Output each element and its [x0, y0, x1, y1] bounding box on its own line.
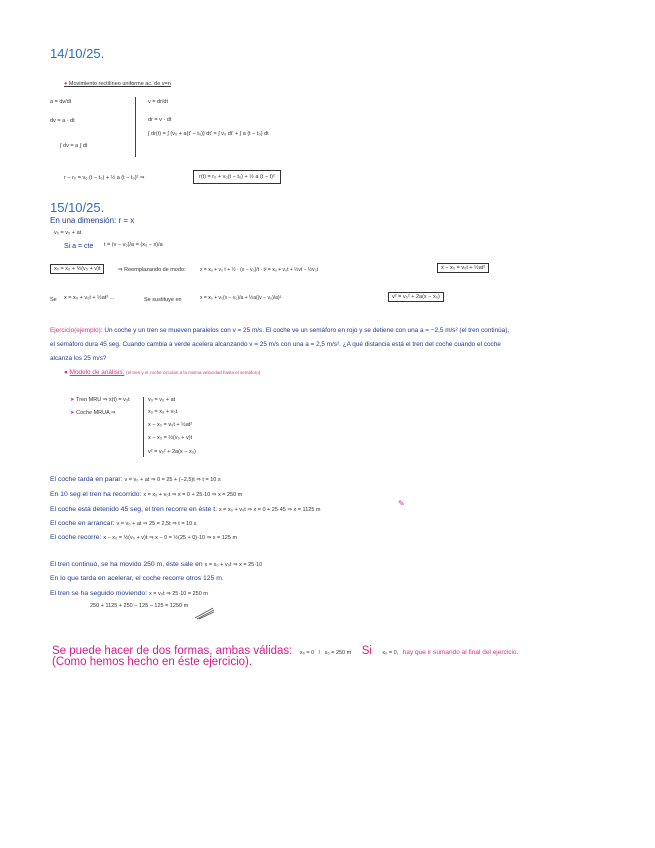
solution-line-5	[50, 534, 237, 541]
solution-eq: v = v₀ + at ⇒ 25 = 2,5t ⇒ t = 10 s	[116, 521, 197, 527]
coche-mrua: ➤ Coche MRUA ⇒	[70, 410, 116, 416]
solution-text: El coche recorre:	[50, 534, 102, 541]
solution-eq: x − x₀ = ½(v₀ + v)t ⇒ x − 0 = ½(25 + 0)·10 ⇒ x = 125 m	[103, 535, 238, 541]
closing-si: Si	[361, 645, 372, 657]
solution-text: El coche tarda en parar:	[50, 476, 123, 483]
coche-eq-4: x − x₀ = ½(v₀ + v)t	[148, 435, 193, 441]
solution-eq: x = v₀t ⇒ 25·10 = 250 m	[149, 591, 208, 597]
solution-text: El coche está detenido 45 seg, el tren recorre en éste t:	[50, 506, 218, 513]
boxed-final-eq: v² = v₀² + 2a(x − x₀)	[388, 292, 444, 302]
date-heading-1: 14/10/25.	[50, 46, 105, 61]
divider-line	[135, 97, 136, 157]
t-eq: t = (v − v₀)/a = (x₀ − x)/a	[104, 242, 163, 248]
solution-line-6	[50, 561, 262, 568]
formula-left-2: dv = a · dt	[50, 118, 75, 124]
formula-right-1: v = dr/dt	[148, 99, 169, 105]
solution-line-7: En lo que tarda en acelerar, el coche recorre otros 125 m.	[50, 575, 224, 582]
formula-right-2: dr = v · dt	[148, 117, 172, 123]
coche-eq-2: x₀ = x₀ + v₀t	[148, 409, 178, 415]
model-analysis-label: Modelo de análisis:	[69, 369, 125, 376]
model-analysis	[64, 369, 260, 376]
solution-eq: x = x₀ + v₀t ⇒ x = 25·10	[204, 562, 263, 568]
closing-tail: hay que ir sumando al final del ejercicio.	[402, 649, 519, 656]
se-label: Se	[50, 297, 57, 303]
section1-heading-text: Movimiento rectilíneo uniforme ac. de v=n	[68, 81, 171, 87]
tren-eq: ⇒ x(t) = v₀t	[102, 397, 130, 403]
margin-note: ✎	[398, 499, 405, 508]
solution-line-4	[50, 520, 197, 527]
se-sustituye: Se sustituye en	[144, 297, 182, 303]
date-heading-2: 15/10/25.	[50, 200, 105, 215]
solution-text: En 10 seg el tren ha recorrido:	[50, 491, 142, 498]
closing-line-2: (Como hemos hecho en éste ejercicio).	[52, 656, 253, 668]
solution-sum: 250 + 1125 + 250 − 125 − 125 = 1250 m	[90, 603, 189, 609]
coche-eq-5: v² = v₀² + 2a(x − x₀)	[148, 449, 196, 455]
formula-right-3: ∫ dr(t) = ∫ (v₀ + a(t' − t₀)) dt' = ∫ v₀ dt' + ∫ a (t − t₀) dt	[148, 131, 269, 137]
solution-line-1	[50, 476, 221, 483]
exercise-line-1	[50, 327, 509, 334]
solution-eq: x = x₀ + v₀t ⇒ x = 0 + 25·45 ⇒ x = 1125 m	[218, 507, 321, 513]
solution-line-8	[50, 590, 208, 597]
closing-eq-1: x₀ = 0	[299, 650, 315, 656]
closing-text-a: Se puede hacer de dos formas, ambas válidas:	[52, 645, 293, 657]
closing-eq-3: x₀ = 0,	[382, 650, 399, 656]
tren-label: Tren MRU	[76, 397, 102, 403]
underline-scribble	[193, 606, 215, 620]
closing-eq-2: x₀ = 250 m	[324, 650, 352, 656]
tren-mru	[70, 397, 130, 403]
exercise-line-3: alcanza los 25 m/s?	[50, 355, 107, 362]
dimension-line: En una dimensión: r = x	[50, 216, 135, 225]
formula-left-3: ∫ dv = a ∫ dt	[60, 143, 88, 149]
arrow-icon: ➤	[70, 410, 75, 416]
solution-line-3	[50, 506, 320, 513]
exercise-line-2: el semáforo dura 45 seg. Cuando cambia a verde acelera alcanzando v = 25 m/s con una a = 2,5 m/s². ¿A qué distancia está el tren del coche cuando el coche	[50, 341, 501, 348]
si-a-cte: Si a = cte	[64, 243, 94, 250]
coche-eq-3: x − x₀ = v₀t + ½at²	[148, 422, 193, 428]
solution-eq: v = v₀ + at ⇒ 0 = 25 + (−2,5)t ⇒ t = 10 s	[124, 477, 221, 483]
solution-eq: x = x₀ + v₀t ⇒ x = 0 + 25·10 ⇒ x = 250 m	[143, 492, 243, 498]
long-eq: x = x₀ + v₀ t + ½ · (v − v₀)/t · t² = x₀ + v₀t + ½vt − ½v₀t	[200, 267, 319, 273]
velocity-eq: v₀ = v₀ + at	[54, 230, 82, 236]
formula-left-1: a = dv/dt	[50, 99, 72, 105]
bullet-icon: ●	[64, 81, 68, 87]
coche-brace	[143, 397, 144, 457]
section1-heading	[64, 81, 171, 87]
solution-text: El coche en arrancar:	[50, 520, 115, 527]
boxed-right-eq: x − x₀ = v₀t + ½at²	[437, 263, 489, 273]
result-boxed: r(t) = r₀ + v₀(t − t₀) + ½ a (t − t)²	[193, 170, 281, 184]
result-left: r − r₀ = v₀ (t − t₀) + ½ a (t − t₀)² ⇒	[64, 175, 145, 181]
arrow-icon: ➤	[70, 397, 75, 403]
boxed-left-eq: x₀ = x₀ + ½(v₀ + v)t	[50, 264, 104, 274]
se-long-eq: x = x₀ + v₀(v − v₀)/a + ½a((v − v₀)/a)²	[200, 295, 282, 301]
se-eq: x = x₀ + v₀t + ½at² ...	[64, 295, 115, 301]
bullet-icon: ●	[64, 369, 68, 376]
solution-text: El tren se ha seguido moviendo:	[50, 590, 148, 597]
solution-text: El tren continuó, se ha movido 250 m, éste sale en	[50, 561, 203, 568]
coche-label: Coche MRUA	[76, 410, 110, 416]
reemplazando-text: ⇒ Reemplazando de modo:	[118, 267, 186, 273]
coche-eq-1: v₀ = v₀ + at	[148, 397, 176, 403]
closing-slash: /	[318, 650, 321, 656]
exercise-label: Ejercicio(ejemplo):	[50, 327, 103, 334]
model-analysis-note: (el tren y el coche circulan a la misma velocidad hasta el semáforo)	[126, 370, 261, 375]
solution-line-2	[50, 491, 242, 498]
exercise-text-1: Un coche y un tren se mueven paralelos con v = 25 m/s. El coche ve un semáforo en rojo y se detiene con una a = −2,5 m/s² (el tren continúa),	[104, 327, 510, 334]
